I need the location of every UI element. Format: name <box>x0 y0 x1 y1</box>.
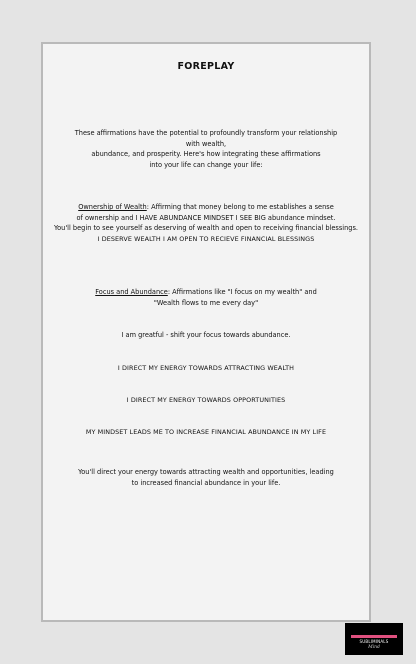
affirmation-line: MY MINDSET LEADS ME TO INCREASE FINANCIAL ABUNDANCE IN MY LIFE <box>85 428 327 436</box>
logo-stripe <box>351 635 397 638</box>
page-title: FOREPLAY <box>177 61 235 72</box>
ownership-line-2: of ownership and I HAVE ABUNDANCE MINDSET I SEE BIG abundance mindset. <box>76 213 336 222</box>
focus-line-2: "Wealth flows to me every day" <box>153 298 259 307</box>
focus-heading: Focus and Abundance <box>95 288 168 296</box>
affirmation-line: I DIRECT MY ENERGY TOWARDS ATTRACTING WEALTH <box>117 364 295 372</box>
ownership-paragraph <box>43 202 369 244</box>
intro-line: into your life can change your life: <box>149 160 263 169</box>
closing-paragraph <box>43 467 369 488</box>
brand-logo <box>345 623 403 655</box>
ownership-heading: Ownership of Wealth <box>78 203 147 211</box>
ownership-line-3: You'll begin to see yourself as deserving of wealth and open to receiving financial blessings. <box>54 224 358 233</box>
intro-line: abundance, and prosperity. Here's how integrating these affirmations <box>91 150 321 159</box>
document-page <box>41 42 371 622</box>
focus-text: : Affirmations like "I focus on my wealth" and <box>167 288 317 296</box>
intro-paragraph <box>43 128 369 170</box>
grateful-line: I am greatful - shift your focus towards abundance. <box>121 331 291 339</box>
focus-paragraph <box>43 287 369 308</box>
affirmation-line: I DIRECT MY ENERGY TOWARDS OPPORTUNITIES <box>126 396 286 404</box>
ownership-line-4: I DESERVE WEALTH I AM OPEN TO RECIEVE FINANCIAL BLESSINGS <box>97 234 315 243</box>
intro-line: These affirmations have the potential to profoundly transform your relationship <box>74 129 338 137</box>
focus-line-1 <box>43 287 369 298</box>
logo-brand: SUBLIMINALS <box>359 639 389 644</box>
intro-line: with wealth, <box>185 139 227 148</box>
ownership-text: : Affirming that money belong to me establishes a sense <box>146 203 334 211</box>
closing-line: You'll direct your energy towards attracting wealth and opportunities, leading <box>78 468 334 476</box>
logo-sub: Mind <box>368 645 380 650</box>
closing-line: to increased financial abundance in your life. <box>131 478 281 487</box>
ownership-line-1 <box>43 202 369 213</box>
